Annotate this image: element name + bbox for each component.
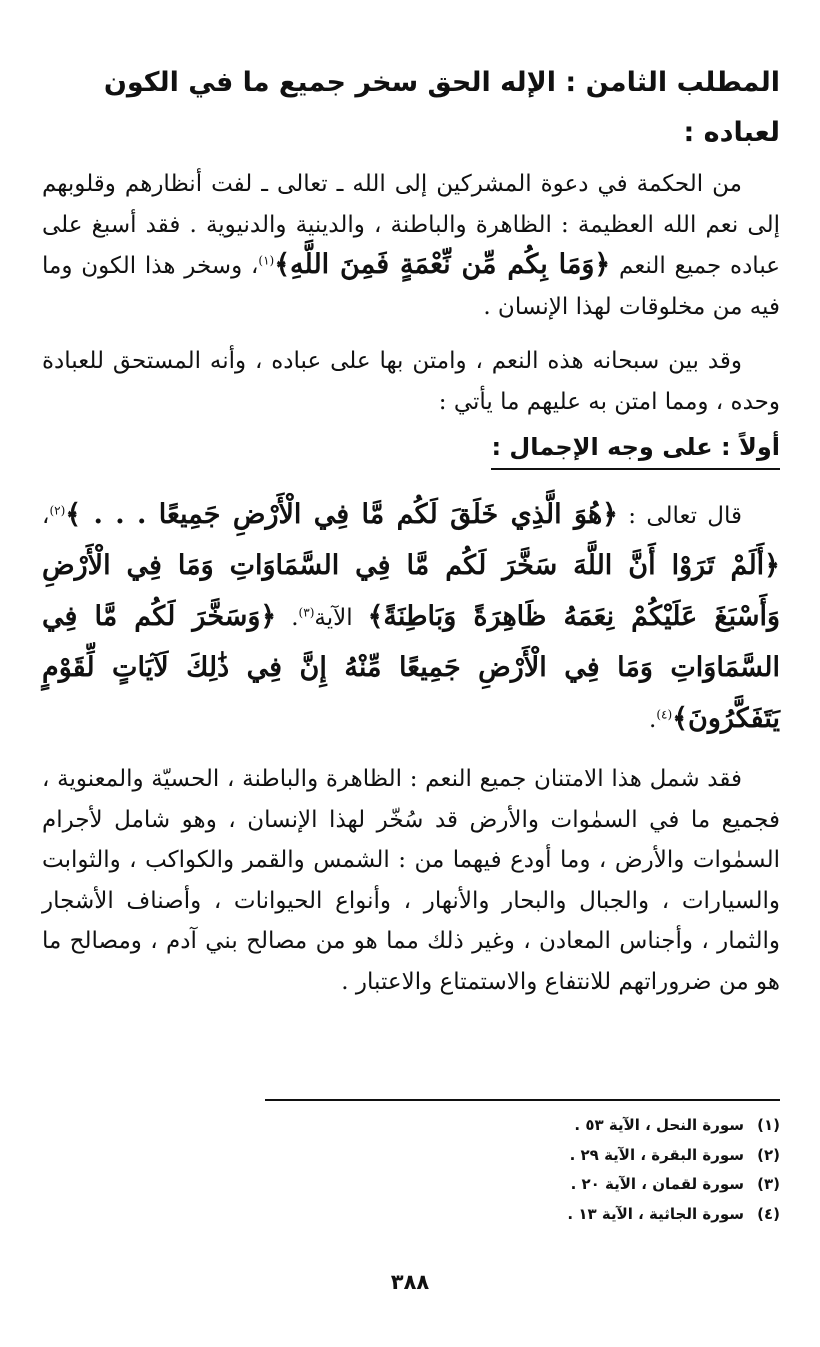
- footnote-number: (٤): [757, 1204, 780, 1223]
- paragraph-verses: [42, 490, 780, 745]
- footnotes: [567, 1111, 780, 1229]
- paragraph-intro-text: من الحكمة في دعوة المشركين إلى الله ـ تعالى ـ لفت أنظارهم وقلوبهم إلى نعم الله العظيمة : الظاهرة والباطنة ، والدينية والدنيوية . فقد أسبغ على عباده جميع النعم: [42, 171, 780, 279]
- verse-intro: قال تعالى :: [618, 503, 742, 529]
- footnote-item: [567, 1200, 780, 1230]
- footnote-marker: (٤): [656, 707, 673, 722]
- footnote-text: سورة البقرة ، الآية ٢٩ .: [569, 1145, 744, 1164]
- separator: .: [649, 707, 657, 733]
- separator: ،: [42, 503, 50, 529]
- paragraph-gratitude: فقد شمل هذا الامتنان جميع النعم : الظاهرة والباطنة ، الحسيّة والمعنوية ، فجميع ما في السمٰوات والأرض قد سُخّر لهذا الإنسان ، وهو شامل لأجرام السمٰوات والأرض ، وما أودع فيهما من : الشمس والقمر والكواكب ، والثوابت والسيارات ، والجبال والبحار والأنهار ، وأنواع الحيوانات ، وأصناف الأشجار والثمار ، وأجناس المعادن ، وغير ذلك مما هو من مصالح بني آدم ، ومصالح ما هو من ضروراتهم للانتفاع والاستمتاع والاعتبار .: [42, 766, 780, 995]
- subheading: أولاً : على وجه الإجمال :: [491, 428, 780, 470]
- footnote-text: سورة الجاثية ، الآية ١٣ .: [567, 1204, 744, 1223]
- verse-note: الآية: [314, 605, 368, 631]
- quran-verse: ﴿وَمَا بِكُم مِّن نِّعْمَةٍ فَمِنَ اللَّهِ﴾: [274, 249, 611, 280]
- footnote-number: (٣): [757, 1175, 780, 1193]
- footnote-marker: (٣): [298, 605, 315, 620]
- footnote-text: سورة لقمان ، الآية ٢٠ .: [570, 1175, 744, 1193]
- footnote-item: [567, 1170, 780, 1200]
- quran-verse: ﴿هُوَ الَّذِي خَلَقَ لَكُم مَّا فِي الْأَرْضِ جَمِيعًا . . . ﴾: [65, 499, 619, 530]
- section-heading: المطلب الثامن : الإله الحق سخر جميع ما في الكون لعباده :: [103, 67, 780, 148]
- page-number: ٣٨٨: [390, 1270, 430, 1294]
- paragraph-blessings: وقد بين سبحانه هذه النعم ، وامتن بها على عباده ، وأنه المستحق للعبادة وحده ، ومما امتن به عليهم ما يأتي :: [42, 348, 780, 415]
- paragraph-intro: [42, 164, 780, 327]
- quran-verse: ﴿وَسَخَّرَ لَكُم مَّا فِي السَّمَاوَاتِ وَمَا فِي الْأَرْضِ جَمِيعًا مِّنْهُ إِنَّ فِي ذَٰلِكَ لَآيَاتٍ لِّقَوْمٍ يَتَفَكَّرُونَ﴾: [42, 601, 780, 734]
- footnote-number: (٢): [757, 1145, 780, 1164]
- footnote-marker: (١): [258, 253, 275, 268]
- paragraph-intro-tail: ، وسخر هذا الكون وما فيه من مخلوقات لهذا الإنسان .: [42, 253, 780, 320]
- separator: .: [276, 605, 299, 631]
- footnote-item: [567, 1141, 780, 1171]
- page-body: [42, 58, 780, 1002]
- quran-verse: ﴿أَلَمْ تَرَوْا أَنَّ اللَّهَ سَخَّرَ لَكُم مَّا فِي السَّمَاوَاتِ وَمَا فِي الْأَرْضِ وَأَسْبَغَ عَلَيْكُمْ نِعَمَهُ ظَاهِرَةً وَبَاطِنَةً﴾: [42, 550, 780, 632]
- footnote-number: (١): [757, 1116, 780, 1134]
- subheading-row: [42, 428, 780, 472]
- footnote-item: [567, 1111, 780, 1141]
- footnote-marker: (٢): [49, 503, 66, 518]
- footnote-divider: [265, 1099, 780, 1101]
- footnote-text: سورة النحل ، الآية ٥٣ .: [574, 1116, 744, 1134]
